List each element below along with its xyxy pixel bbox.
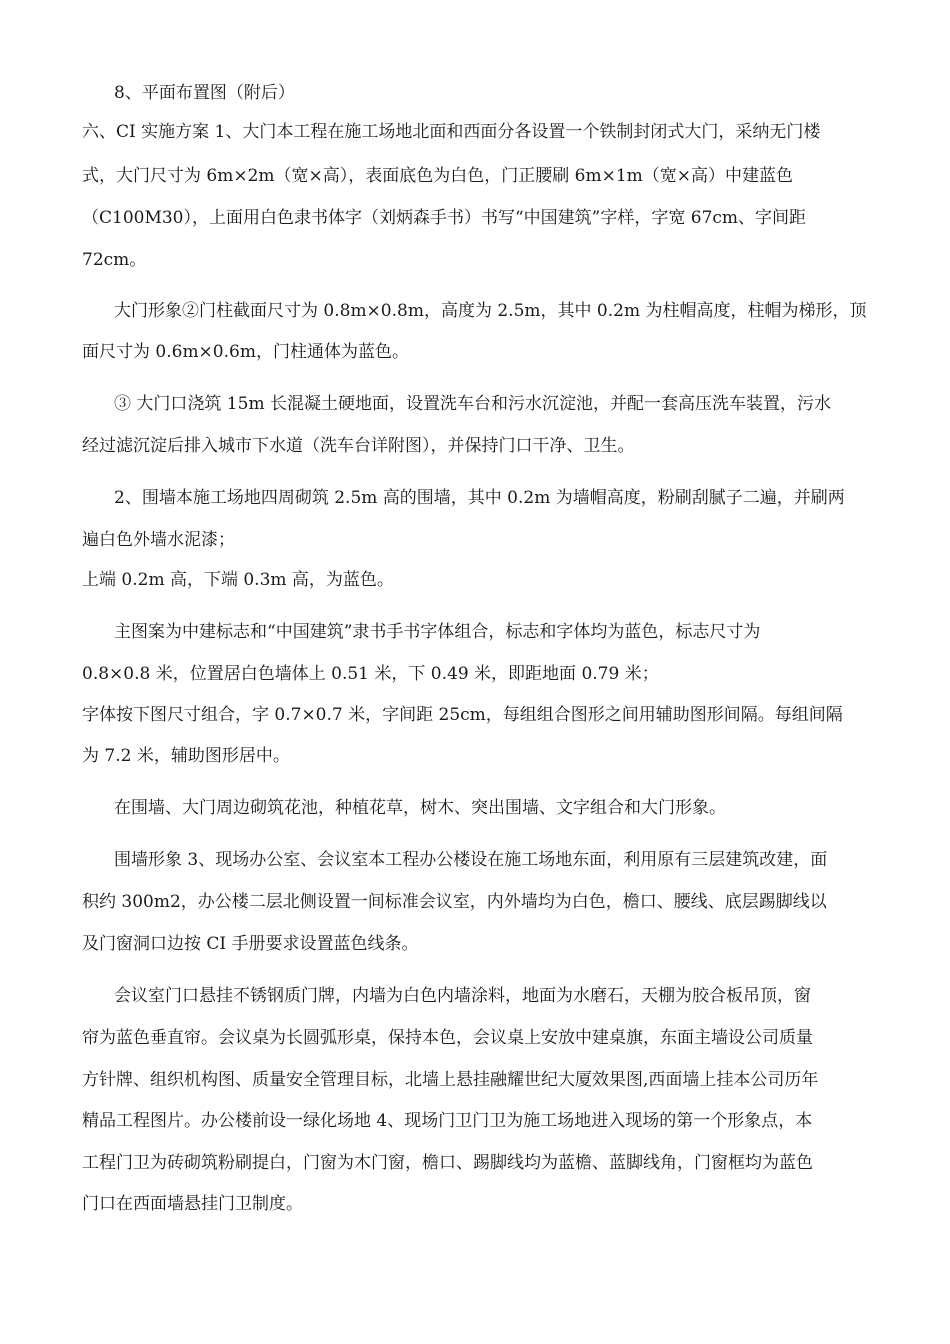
paragraph-line: 门口在西面墙悬挂门卫制度。 — [82, 1194, 303, 1214]
paragraph-line: 围墙形象 3、现场办公室、会议室本工程办公楼设在施工场地东面，利用原有三层建筑改建，面 — [114, 850, 828, 870]
paragraph-line: 为 7.2 米，辅助图形居中。 — [82, 746, 290, 766]
paragraph-line: 大门形象②门柱截面尺寸为 0.8m×0.8m，高度为 2.5m，其中 0.2m 为柱帽高度，柱帽为梯形，顶 — [114, 301, 867, 321]
paragraph-line: 及门窗洞口边按 CI 手册要求设置蓝色线条。 — [82, 934, 419, 954]
paragraph-line: 72cm。 — [82, 250, 147, 270]
paragraph-line: 方针牌、组织机构图、质量安全管理目标，北墙上悬挂融耀世纪大厦效果图,西面墙上挂本公司历年 — [82, 1070, 819, 1090]
paragraph-line: 经过滤沉淀后排入城市下水道（洗车台详附图），并保持门口干净、卫生。 — [82, 436, 635, 456]
paragraph-line: 工程门卫为砖砌筑粉刷提白，门窗为木门窗，檐口、踢脚线均为蓝檐、蓝脚线角，门窗框均为蓝色 — [82, 1153, 813, 1173]
paragraph-line: ③ 大门口浇筑 15m 长混凝土硬地面，设置洗车台和污水沉淀池，并配一套高压洗车装置，污水 — [114, 394, 831, 414]
paragraph-line: 主图案为中建标志和“中国建筑”隶书手书字体组合，标志和字体均为蓝色，标志尺寸为 — [114, 622, 761, 642]
paragraph-line: 8、平面布置图（附后） — [114, 83, 295, 103]
paragraph-line: 2、围墙本施工场地四周砌筑 2.5m 高的围墙，其中 0.2m 为墙帽高度，粉刷刮腻子二遍，并刷两 — [114, 488, 845, 508]
paragraph-line: 遍白色外墙水泥漆； — [82, 530, 235, 550]
paragraph-line: 式，大门尺寸为 6m×2m（宽×高），表面底色为白色，门正腰刷 6m×1m（宽×高）中建蓝色 — [82, 166, 794, 186]
paragraph-line: 0.8×0.8 米，位置居白色墙体上 0.51 米，下 0.49 米，即距地面 0.79 米； — [82, 664, 659, 684]
paragraph-line: 上端 0.2m 高，下端 0.3m 高，为蓝色。 — [82, 570, 394, 590]
paragraph-line: 会议室门口悬挂不锈钢质门牌，内墙为白色内墙涂料，地面为水磨石，天棚为胶合板吊顶，窗 — [114, 986, 811, 1006]
paragraph-line: 在围墙、大门周边砌筑花池，种植花草，树木、突出围墙、文字组合和大门形象。 — [114, 798, 726, 818]
paragraph-line: 字体按下图尺寸组合，字 0.7×0.7 米，字间距 25cm，每组组合图形之间用辅助图形间隔。每组间隔 — [82, 705, 843, 725]
paragraph-line: 帘为蓝色垂直帘。会议桌为长圆弧形桌，保持本色，会议桌上安放中建桌旗，东面主墙设公司质量 — [82, 1028, 813, 1048]
paragraph-line: 精品工程图片。办公楼前设一绿化场地 4、现场门卫门卫为施工场地进入现场的第一个形象点，本 — [82, 1111, 813, 1131]
paragraph-line: （C100M30），上面用白色隶书体字（刘炳森手书）书写“中国建筑”字样，字宽 67cm、字间距 — [82, 208, 807, 228]
paragraph-line: 面尺寸为 0.6m×0.6m，门柱通体为蓝色。 — [82, 342, 409, 362]
paragraph-line: 六、CI 实施方案 1、大门本工程在施工场地北面和西面分各设置一个铁制封闭式大门，采纳无门楼 — [82, 122, 821, 142]
paragraph-line: 积约 300m2，办公楼二层北侧设置一间标准会议室，内外墙均为白色，檐口、腰线、底层踢脚线以 — [82, 892, 827, 912]
